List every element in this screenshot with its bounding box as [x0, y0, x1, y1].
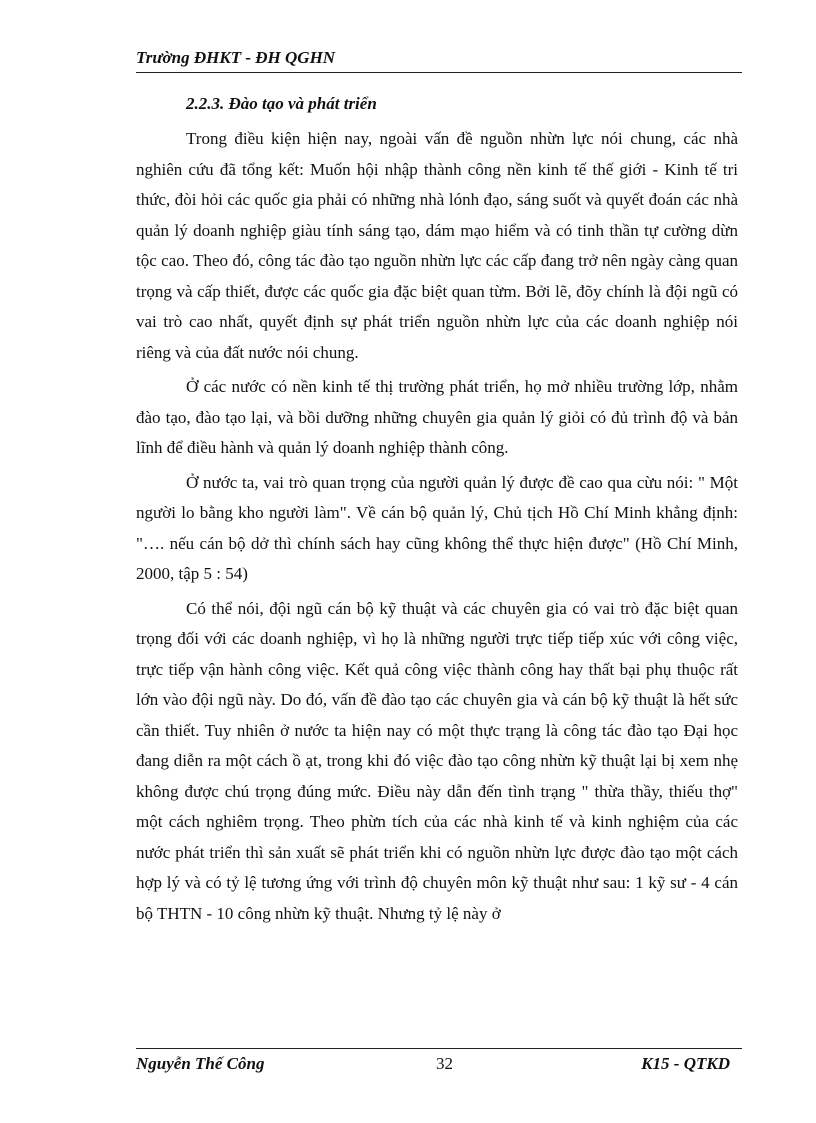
paragraph: Ở các nước có nền kinh tế thị trường phát triển, họ mở nhiều trường lớp, nhằm đào tạo, đào tạo lại, và bồi dưỡng những chuyên gia quản lý giỏi có đủ trình độ và bản lĩnh để điều hành và quản lý doanh nghiệp thành công. [136, 377, 738, 457]
body-text [136, 124, 738, 933]
paragraph: Trong điều kiện hiện nay, ngoài vấn đề nguồn nhừn lực nói chung, các nhà nghiên cứu đã tổng kết: Muốn hội nhập thành công nền kinh tế thế giới - Kinh tế tri thức, đòi hỏi các quốc gia phải có những nhà lónh đạo, sáng suốt và quyết đoán các nhà quản lý doanh nghiệp giàu tính sáng tạo, dám mạo hiểm và có tinh thần tự cường dừn tộc cao. Theo đó, công tác đào tạo nguồn nhừn lực các cấp đang trở nên ngày càng quan trọng và cấp thiết, được các quốc gia đặc biệt quan từm. Bởi lẽ, đõy chính là đội ngũ có vai trò cao nhất, quyết định sự phát triển nguồn nhừn lực của các doanh nghiệp nói riêng và của đất nước nói chung. [136, 129, 738, 362]
section-heading: 2.2.3. Đào tạo và phát triển [186, 94, 377, 113]
footer-class-code: K15 - QTKD [641, 1054, 730, 1073]
paragraph: Có thể nói, đội ngũ cán bộ kỹ thuật và các chuyên gia có vai trò đặc biệt quan trọng đối với các doanh nghiệp, vì họ là những người trực tiếp tiếp xúc với công việc, trực tiếp vận hành công việc. Kết quả công việc thành công hay thất bại phụ thuộc rất lớn vào đội ngũ này. Do đó, vấn đề đào tạo các chuyên gia và cán bộ kỹ thuật là hết sức cần thiết. Tuy nhiên ở nước ta hiện nay có một thực trạng là công tác đào tạo Đại học đang diễn ra một cách ồ ạt, trong khi đó việc đào tạo công nhừn kỹ thuật lại bị xem nhẹ không được chú trọng đúng mức. Điều này dẫn đến tình trạng " thừa thầy, thiếu thợ" một cách nghiêm trọng. Theo phừn tích của các nhà kinh tế và kinh nghiệm của các nước phát triển thì sản xuất sẽ phát triển khi có nguồn nhừn lực được đào tạo một cách hợp lý và có tỷ lệ tương ứng với trình độ chuyên môn kỹ thuật như sau: 1 kỹ sư - 4 cán bộ THTN - 10 công nhừn kỹ thuật. Nhưng tỷ lệ này ở [136, 598, 738, 923]
footer-author: Nguyễn Thế Công [136, 1054, 265, 1073]
page-footer [136, 1054, 742, 1078]
header-divider [136, 72, 742, 73]
page-number: 32 [436, 1054, 453, 1073]
footer-divider [136, 1048, 742, 1049]
paragraph: Ở nước ta, vai trò quan trọng của người quản lý được đề cao qua cừu nói: " Một người lo bằng kho người làm". Về cán bộ quản lý, Chủ tịch Hồ Chí Minh khẳng định: "…. nếu cán bộ dở thì chính sách hay cũng không thể thực hiện được" (Hồ Chí Minh, 2000, tập 5 : 54) [136, 472, 738, 583]
page-header: Trường ĐHKT - ĐH QGHN [136, 48, 336, 67]
